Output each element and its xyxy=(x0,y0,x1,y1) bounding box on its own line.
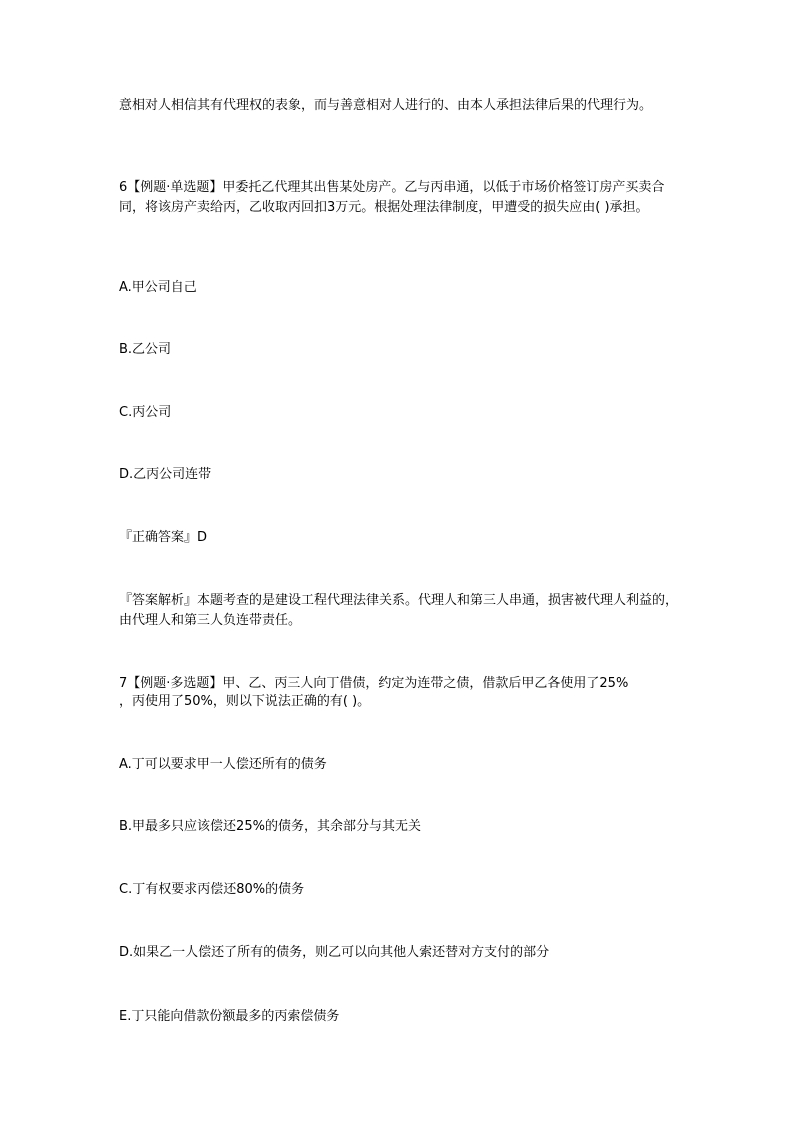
q7-option-e: E.丁只能向借款份额最多的丙索偿债务 xyxy=(119,1009,340,1024)
q6-option-a: A.甲公司自己 xyxy=(119,280,197,295)
intro-paragraph: 意相对人相信其有代理权的表象，而与善意相对人进行的、由本人承担法律后果的代理行为。 xyxy=(119,98,653,113)
q7-option-c: C.丁有权要求丙偿还80%的债务 xyxy=(119,882,305,897)
q7-option-b: B.甲最多只应该偿还25%的债务，其余部分与其无关 xyxy=(119,819,421,834)
q6-answer: 『正确答案』D xyxy=(119,530,208,545)
q7-stem-line1: 7【例题·多选题】甲、乙、丙三人向丁借债，约定为连带之债，借款后甲乙各使用了25% xyxy=(119,676,629,691)
q7-option-d: D.如果乙一人偿还了所有的债务，则乙可以向其他人索还替对方支付的部分 xyxy=(119,945,550,960)
q7-option-a: A.丁可以要求甲一人偿还所有的债务 xyxy=(119,757,327,772)
q7-stem-line2: ，丙使用了50%，则以下说法正确的有( )。 xyxy=(119,694,371,709)
q6-option-d: D.乙丙公司连带 xyxy=(119,467,212,482)
q6-analysis: 『答案解析』本题考查的是建设工程代理法律关系。代理人和第三人串通，损害被代理人利益的，由代理人和第三人负连带责任。 xyxy=(119,593,679,628)
q6-stem: 6【例题·单选题】甲委托乙代理其出售某处房产。乙与丙串通，以低于市场价格签订房产买卖合同，将该房产卖给丙，乙收取丙回扣3万元。根据处理法律制度，甲遭受的损失应由( )承担。 xyxy=(119,180,665,215)
q6-option-b: B.乙公司 xyxy=(119,342,172,357)
q6-option-c: C.丙公司 xyxy=(119,405,172,420)
